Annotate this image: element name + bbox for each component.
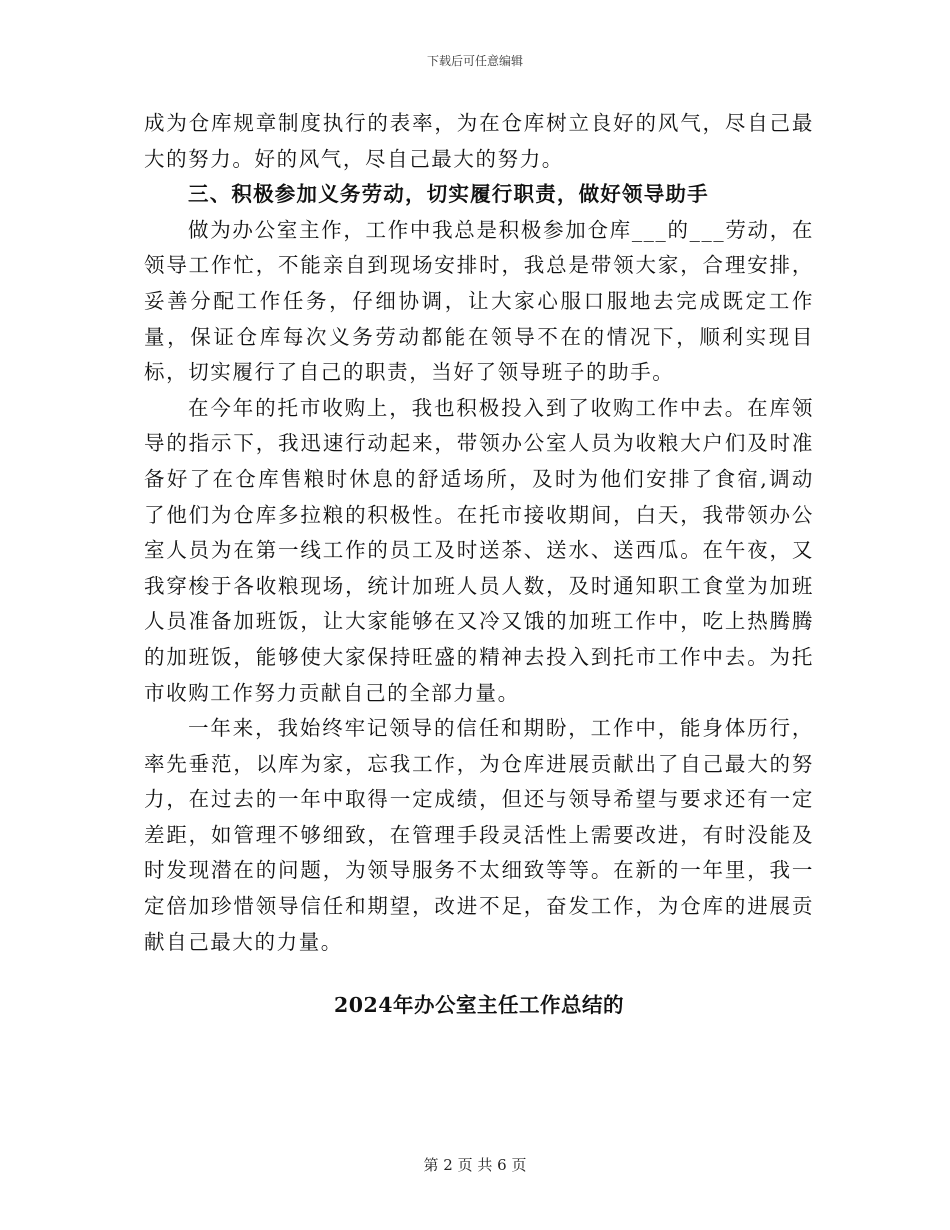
page-number: 第 2 页 共 6 页: [423, 1156, 527, 1174]
paragraph-summary: 一年来，我始终牢记领导的信任和期盼，工作中，能身体历行，率先垂范，以库为家，忘我工作，为仓库进展贡献出了自己最大的努力，在过去的一年中取得一定成绩，但还与领导希望与要求还有一定差距，如管理不够细致，在管理手段灵活性上需要改进，有时没能及时发现潜在的问题，为领导服务不太细致等等。在新的一年里，我一定倍加珍惜领导信任和期望，改进不足，奋发工作，为仓库的进展贡献自己最大的力量。: [144, 716, 814, 954]
document-body: [144, 106, 814, 1024]
next-document-title: 2024年办公室主任工作总结的: [333, 993, 625, 1018]
paragraph-duty: 做为办公室主作，工作中我总是积极参加仓库___的___劳动，在领导工作忙，不能亲自到现场安排时，我总是带领大家，合理安排，妥善分配工作任务，仔细协调，让大家心服口服地去完成既定工作量，保证仓库每次义务劳动都能在领导不在的情况下，顺利实现目标，切实履行了自己的职责，当好了领导班子的助手。: [144, 217, 814, 385]
section-heading: 三、积极参加义务劳动，切实履行职责，做好领导助手: [188, 182, 709, 207]
paragraph-continued: 成为仓库规章制度执行的表率，为在仓库树立良好的风气，尽自己最大的努力。好的风气，尽自己最大的努力。: [144, 111, 814, 171]
paragraph-purchase: 在今年的托市收购上，我也积极投入到了收购工作中去。在库领导的指示下，我迅速行动起来，带领办公室人员为收粮大户们及时准备好了在仓库售粮时休息的舒适场所，及时为他们安排了食宿,调动了他们为仓库多拉粮的积极性。在托市接收期间，白天，我带领办公室人员为在第一线工作的员工及时送茶、送水、送西瓜。在午夜，又我穿梭于各收粮现场，统计加班人员人数，及时通知职工食堂为加班人员准备加班饭，让大家能够在又冷又饿的加班工作中，吃上热腾腾的加班饭，能够使大家保持旺盛的精神去投入到托市工作中去。为托市收购工作努力贡献自己的全部力量。: [144, 395, 814, 705]
page-header: 下载后可任意编辑: [426, 54, 523, 68]
